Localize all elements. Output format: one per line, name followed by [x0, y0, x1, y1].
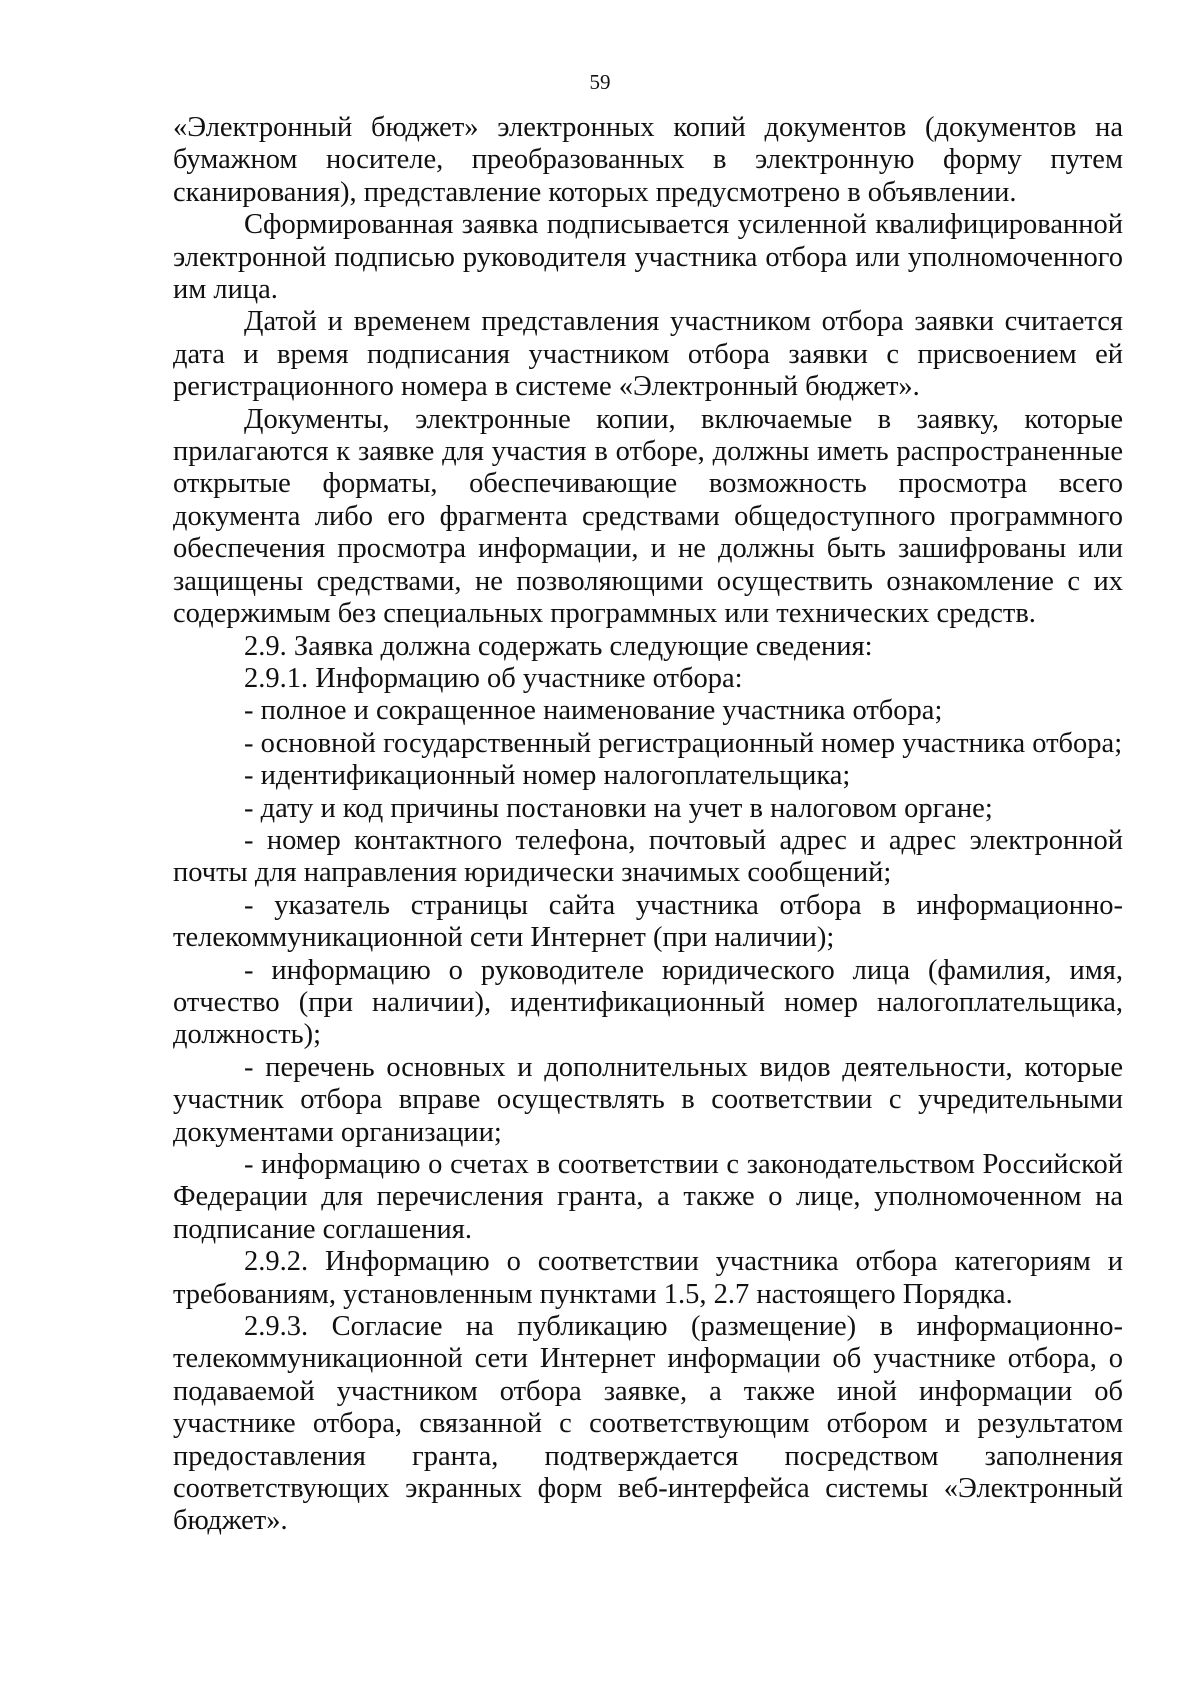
paragraph-signature: Сформированная заявка подписывается усиленной квалифицированной электронной подписью руководителя участника отбора или уполномоченного им лица. — [173, 209, 1123, 306]
paragraph-document-formats: Документы, электронные копии, включаемые в заявку, которые прилагаются к заявке для участия в отборе, должны иметь распространенные открытые форматы, обеспечивающие возможность просмотра всего документа либо его фрагмента средствами общедоступного программного обеспечения просмотра информации, и не должны быть зашифрованы или защищены средствами, не позволяющими осуществить ознакомление с их содержимым без специальных программных или технических средств. — [173, 403, 1123, 630]
list-item-accounts: - информацию о счетах в соответствии с законодательством Российской Федерации для перечисления гранта, а также о лице, уполномоченном на подписание соглашения. — [173, 1149, 1123, 1245]
list-item-full-name: - полное и сокращенное наименование участника отбора; — [244, 695, 943, 727]
list-item-director-info: - информацию о руководителе юридического лица (фамилия, имя, отчество (при наличии), идентификационный номер налогоплательщика, должность); — [173, 954, 1123, 1051]
paragraph-section-2-9-1: 2.9.1. Информацию об участнике отбора: — [244, 662, 743, 694]
list-item-inn: - идентификационный номер налогоплательщика; — [244, 760, 851, 792]
paragraph-section-2-9: 2.9. Заявка должна содержать следующие сведения: — [244, 630, 873, 662]
document-body — [173, 112, 1123, 1538]
paragraph-section-2-9-3: 2.9.3. Согласие на публикацию (размещение) в информационно-телекоммуникационной сети Интернет информации об участнике отбора, о подаваемой участником отбора заявке, а также иной информации об участнике отбора, связанной с соответствующим отбором и результатом предоставления гранта, подтверждается посредством заполнения соответствующих экранных форм веб-интерфейса системы «Электронный бюджет». — [173, 1311, 1123, 1537]
list-item-ogrn: - основной государственный регистрационный номер участника отбора; — [244, 727, 1123, 759]
paragraph-continuation: «Электронный бюджет» электронных копий документов (документов на бумажном носителе, преобразованных в электронную форму путем сканирования), представление которых предусмотрено в объявлении. — [173, 112, 1123, 208]
list-item-tax-registration: - дату и код причины постановки на учет в налоговом органе; — [244, 792, 993, 824]
page-number: 59 — [589, 70, 611, 94]
paragraph-submission-date: Датой и временем представления участником отбора заявки считается дата и время подписания участником отбора заявки с присвоением ей регистрационного номера в системе «Электронный бюджет». — [173, 306, 1123, 403]
paragraph-section-2-9-2: 2.9.2. Информацию о соответствии участника отбора категориям и требованиям, установленным пунктами 1.5, 2.7 настоящего Порядка. — [173, 1246, 1123, 1310]
list-item-activities: - перечень основных и дополнительных видов деятельности, которые участник отбора вправе осуществлять в соответствии с учредительными документами организации; — [173, 1051, 1123, 1148]
list-item-website: - указатель страницы сайта участника отбора в информационно-телекоммуникационной сети Интернет (при наличии); — [173, 889, 1123, 954]
list-item-contacts: - номер контактного телефона, почтовый адрес и адрес электронной почты для направления юридически значимых сообщений; — [173, 824, 1123, 889]
